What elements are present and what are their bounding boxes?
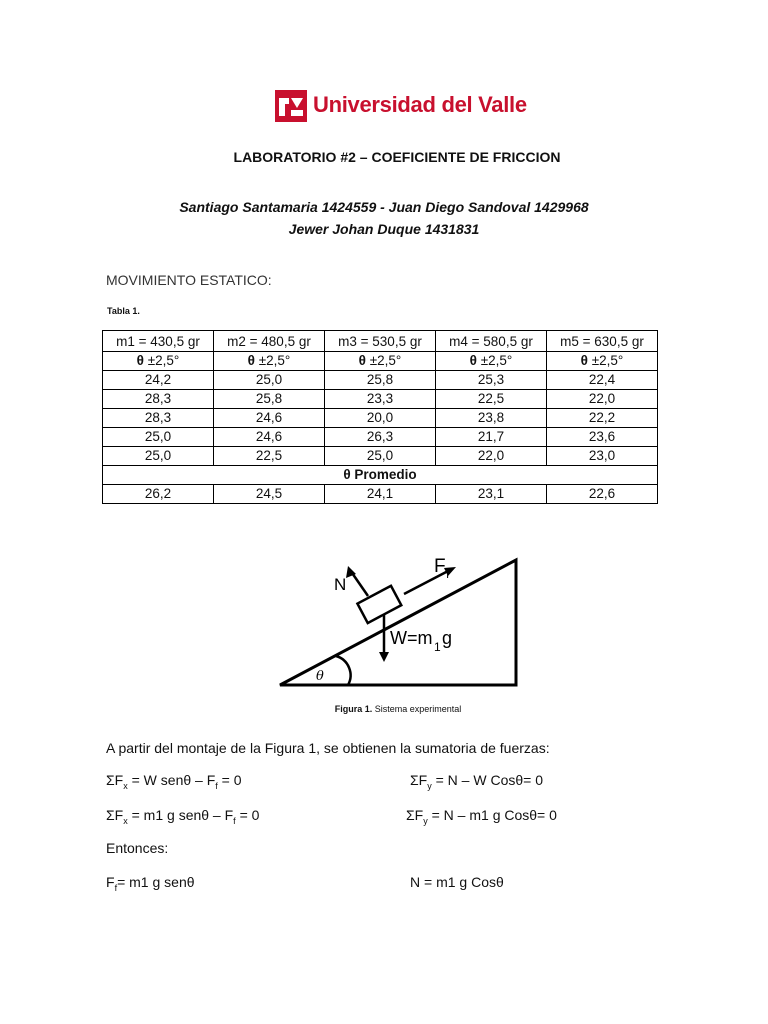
theta-label: θ: [316, 669, 324, 684]
weight-g: g: [442, 628, 453, 648]
section-title: MOVIMIENTO ESTATICO:: [106, 272, 272, 288]
header-mass-4: m4 = 580,5 gr: [436, 331, 547, 352]
theta-symbol: θ: [580, 353, 588, 368]
university-logo: [275, 88, 527, 124]
angle-arc: [336, 656, 351, 685]
table-row: [103, 409, 658, 428]
header-mass-1: m1 = 430,5 gr: [103, 331, 214, 352]
table-cell: 24,2: [103, 371, 214, 390]
figure-caption-text: Sistema experimental: [372, 704, 462, 714]
average-cell: 22,6: [547, 485, 658, 504]
table-cell: 26,3: [325, 428, 436, 447]
table-cell: 28,3: [103, 390, 214, 409]
average-cell: 24,1: [325, 485, 436, 504]
data-table: [102, 330, 658, 504]
table-row: [103, 447, 658, 466]
table-caption: Tabla 1.: [107, 306, 140, 316]
equation-2-left: $\Sigma F_x = m1$ g $sen\theta - F_f = 0$: [106, 807, 260, 826]
table-unit-row: [103, 352, 658, 371]
theta-symbol: θ: [247, 353, 255, 368]
university-crest-icon: [275, 90, 307, 122]
header-unit-cell: [103, 352, 214, 371]
table-cell: 25,0: [325, 447, 436, 466]
table-cell: 25,0: [214, 371, 325, 390]
lab-title: LABORATORIO #2 – COEFICIENTE DE FRICCION: [233, 149, 561, 165]
weight-label: W=m: [390, 628, 433, 648]
table-header-row: [103, 331, 658, 352]
friction-force-sub: f: [446, 567, 450, 581]
theta-symbol: θ: [136, 353, 144, 368]
incline-triangle: [280, 560, 516, 685]
header-unit: ±2,5°: [258, 353, 291, 368]
equation-3-left: $F_f= m1$ g senθ: [106, 874, 195, 893]
table-row: [103, 371, 658, 390]
weight-arrow-head: [379, 652, 389, 662]
header-unit: ±2,5°: [147, 353, 180, 368]
table-cell: 25,0: [103, 447, 214, 466]
table-cell: 24,6: [214, 409, 325, 428]
table-cell: 23,0: [547, 447, 658, 466]
figure-caption: [0, 704, 768, 714]
header-mass-5: m5 = 630,5 gr: [547, 331, 658, 352]
header-unit-cell: [547, 352, 658, 371]
authors-line-2: Jewer Johan Duque 1431831: [288, 221, 480, 237]
equation-2-right: $\Sigma F_y = N - m1$ g Cosθ= 0: [406, 807, 557, 826]
table-cell: 21,7: [436, 428, 547, 447]
equation-1-right: $\Sigma F_y = N - W$ Cosθ= 0: [410, 772, 543, 791]
theta-symbol: θ: [358, 353, 366, 368]
table-cell: 25,8: [214, 390, 325, 409]
average-label: θ Promedio: [103, 466, 658, 485]
header-unit: ±2,5°: [480, 353, 513, 368]
table-row: [103, 390, 658, 409]
table-cell: 22,4: [547, 371, 658, 390]
normal-force-label: N: [334, 575, 347, 594]
table-cell: 25,3: [436, 371, 547, 390]
header-unit-cell: [214, 352, 325, 371]
weight-sub: 1: [434, 640, 441, 654]
header-unit-cell: [325, 352, 436, 371]
friction-force-label: F: [434, 556, 446, 577]
table-cell: 24,6: [214, 428, 325, 447]
intro-text: A partir del montaje de la Figura 1, se obtienen la sumatoria de fuerzas:: [106, 740, 550, 756]
table-cell: 22,5: [436, 390, 547, 409]
average-cell: 23,1: [436, 485, 547, 504]
header-mass-3: m3 = 530,5 gr: [325, 331, 436, 352]
header-unit-cell: [436, 352, 547, 371]
equation-1-left: $\Sigma F_x = W$ $sen\theta - F_f = 0$: [106, 772, 242, 791]
equation-3-right: N = m1 g Cosθ: [410, 874, 504, 890]
table-cell: 25,0: [103, 428, 214, 447]
theta-symbol: θ: [469, 353, 477, 368]
table-cell: 22,5: [214, 447, 325, 466]
table-cell: 25,8: [325, 371, 436, 390]
table-cell: 22,2: [547, 409, 658, 428]
authors-line-1: Santiago Santamaria 1424559 - Juan Diego Sandoval 1429968: [179, 199, 589, 215]
table-cell: 28,3: [103, 409, 214, 428]
table-cell: 22,0: [547, 390, 658, 409]
average-row: [103, 485, 658, 504]
table-cell: 23,8: [436, 409, 547, 428]
institution-name: Universidad del Valle: [313, 92, 527, 117]
header-mass-2: m2 = 480,5 gr: [214, 331, 325, 352]
table-row: [103, 428, 658, 447]
table-cell: 22,0: [436, 447, 547, 466]
table-cell: 23,6: [547, 428, 658, 447]
header-unit: ±2,5°: [591, 353, 624, 368]
inclined-plane-figure: [270, 548, 530, 694]
table-cell: 20,0: [325, 409, 436, 428]
average-cell: 26,2: [103, 485, 214, 504]
average-label-row: [103, 466, 658, 485]
table-cell: 23,3: [325, 390, 436, 409]
figure-caption-label: Figura 1.: [334, 704, 373, 714]
then-text: Entonces:: [106, 840, 169, 856]
header-unit: ±2,5°: [369, 353, 402, 368]
average-cell: 24,5: [214, 485, 325, 504]
